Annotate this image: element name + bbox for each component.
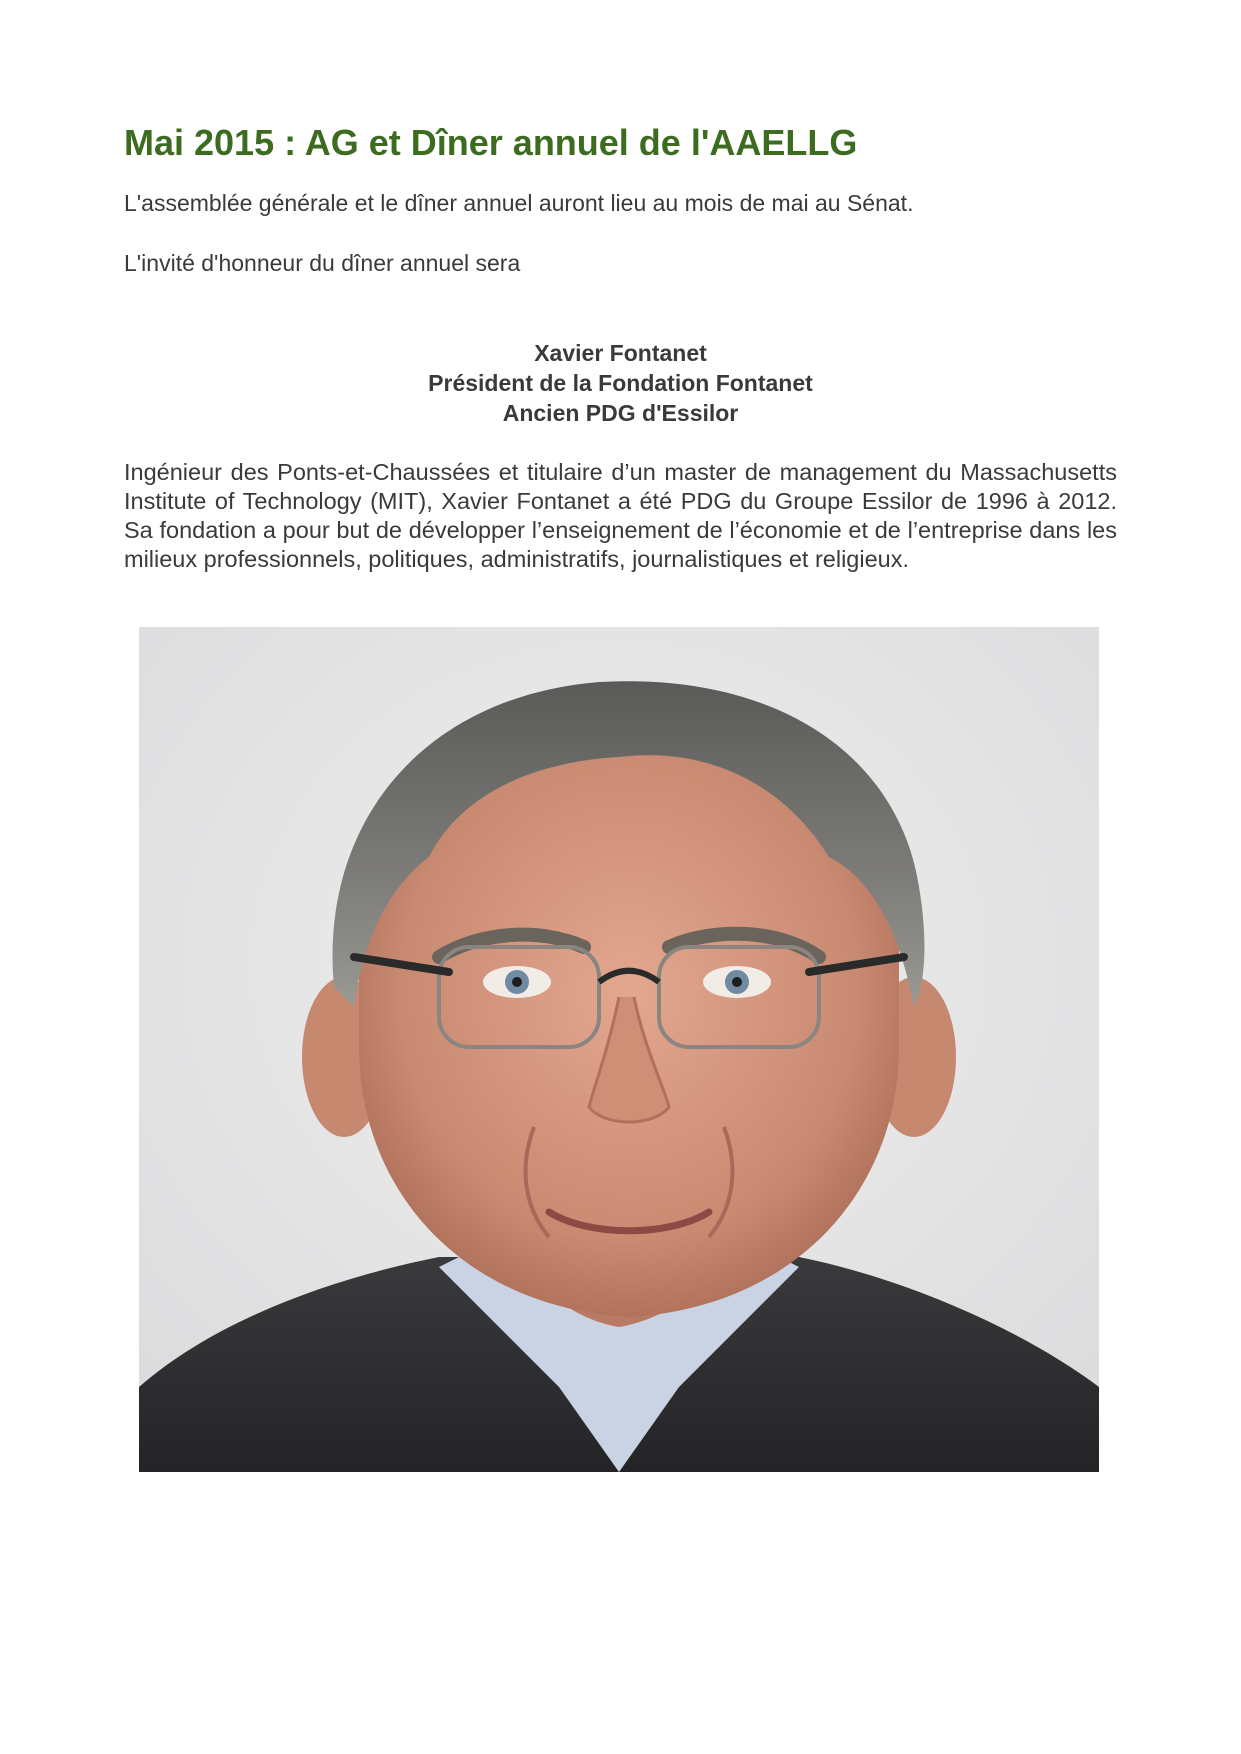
guest-former-role: Ancien PDG d'Essilor (502, 400, 739, 426)
right-pupil (732, 977, 742, 987)
page-title: Mai 2015 : AG et Dîner annuel de l'AAELLG (124, 122, 858, 163)
left-pupil (512, 977, 522, 987)
portrait-illustration (139, 627, 1099, 1472)
guest-name: Xavier Fontanet (534, 340, 707, 366)
bio-paragraph: Ingénieur des Ponts-et-Chaussées et titulaire d’un master de management du Massachusetts Institute of Technology (MIT), Xavier Fontanet a été PDG du Groupe Essilor de 1996 à 2012. Sa fondation a pour but de développer l’enseignement de l’économie et de l’entreprise dans les milieux professionnels, politiques, administratifs, journalistiques et religieux. (124, 459, 1117, 572)
guest-role: Président de la Fondation Fontanet (428, 370, 813, 396)
guest-block (124, 338, 1117, 428)
article (124, 120, 1117, 574)
intro-paragraph: L'assemblée générale et le dîner annuel auront lieu au mois de mai au Sénat. (124, 190, 914, 216)
guest-portrait-photo (139, 627, 1099, 1472)
invite-paragraph: L'invité d'honneur du dîner annuel sera (124, 250, 521, 276)
